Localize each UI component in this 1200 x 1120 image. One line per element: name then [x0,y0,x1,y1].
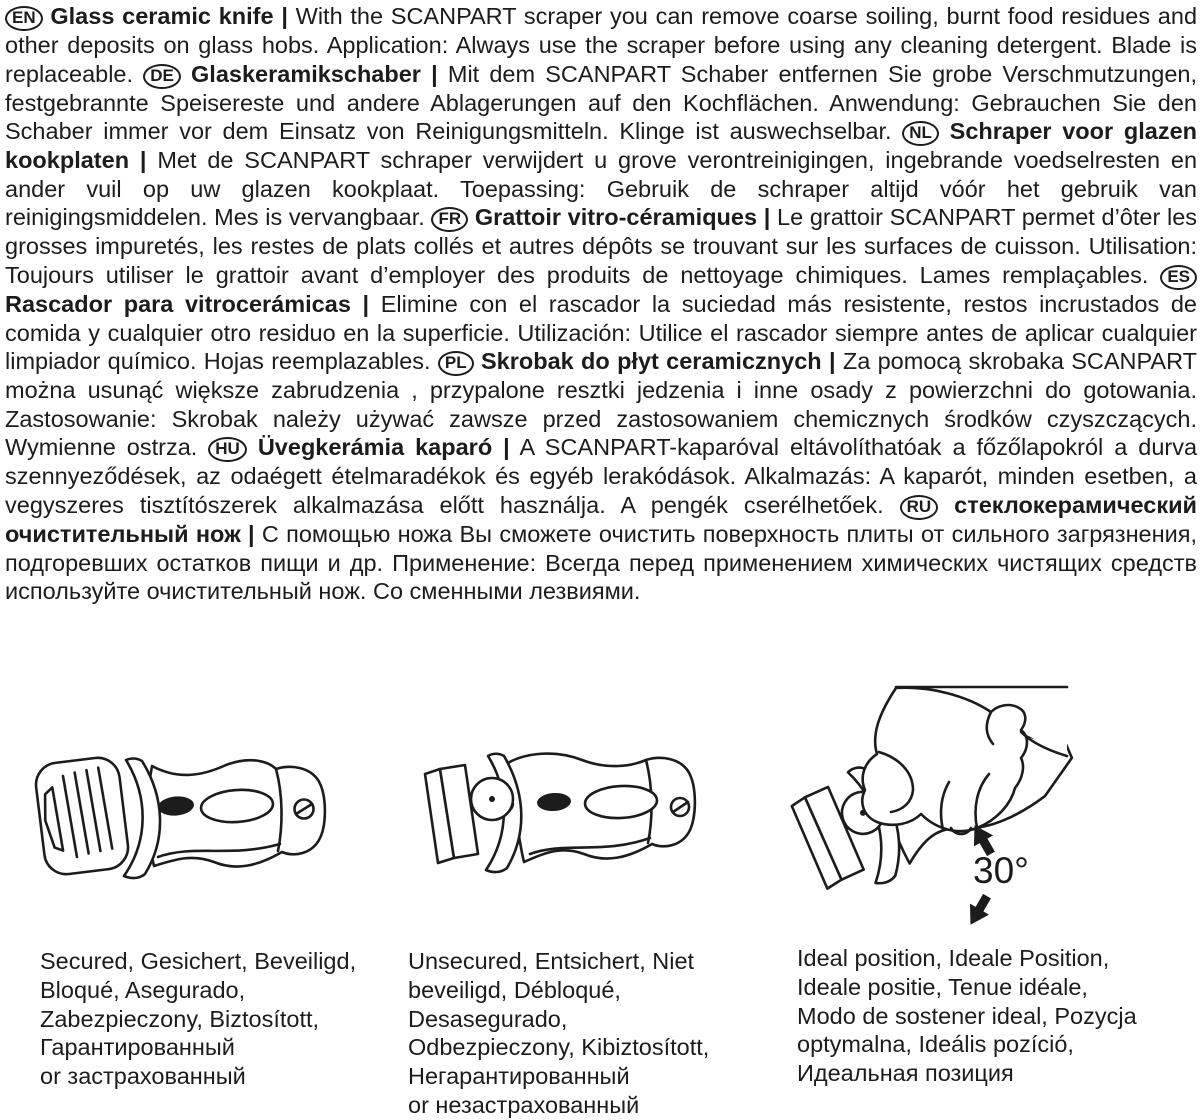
segment-body: Za pomocą skrobaka SCANPART można usunąć większe zabrudzenia , przypalone resztki jedzenia i inne osady z powierzchni do gotowania. Zastosowanie: Skrobak należy używać zawsze przed zastosowaniem chemicznych środków czyszczących. Wymienne ostrza. [5,348,1198,461]
caption-unsecured [408,947,768,1120]
angle-label: 30° [973,850,1029,891]
caption-secured [40,947,390,1091]
segment-body: With the SCANPART scraper you can remove coarse soiling, burnt food residues and other deposits on glass hobs. Application: Always use the scraper before using any cleaning detergent. Blade is replaceable. [5,3,1198,87]
knob-center-dot [489,796,495,802]
rotate-down-arrow-icon [961,891,997,931]
figure-scraper-secured [30,748,360,898]
lang-badge-de: DE [143,64,181,89]
caption-line: Unsecured, Entsichert, Niet [408,948,695,974]
segment-title: Glaskeramikschaber [191,60,421,87]
caption-line: Ideale positie, Tenue idéale, [797,973,1088,1000]
caption-line: Гарантированный [40,1034,235,1061]
segment-title: Skrobak do płyt ceramicznych [480,348,822,375]
title-divider: | [828,348,836,375]
caption-line: Desasegurado, [408,1005,568,1032]
segment-title: Grattoir vitro-céramiques [474,204,758,231]
scraper-unsecured-illustration [410,742,745,897]
caption-line: Ideal position, Ideale Position, [797,945,1110,971]
segment-body: Le grattoir SCANPART permet d’ôter les grosses impuretés, les restes de plats collés et autres dépôts se trouvant sur les surfaces de cuisson. Utilisation: Toujours utiliser le grattoir avant d’employer des produits de nettoyage chimiques. Lames remplaçables. [5,204,1198,288]
caption-ideal-position [797,944,1192,1088]
hand-outline [862,688,1027,831]
segment-title: Glass ceramic knife [50,3,274,29]
title-divider: | [503,434,510,461]
caption-line: Odbezpieczony, Kibiztosított, [408,1034,710,1061]
segment-title: Üvegkerámia kaparó [257,434,493,461]
title-divider: | [362,290,370,317]
lang-badge-en: EN [5,6,43,31]
figure-ideal-position [775,668,1200,930]
caption-line: Негарантированный [408,1063,630,1090]
title-divider: | [281,3,288,29]
caption-line: Идеальная позиция [797,1060,1014,1087]
title-divider: | [139,147,147,174]
segment-body: A SCANPART-kaparóval eltávolíthatóak a főzőlapokról a durva szennyeződések, az odaégett ételmaradékok és egyéb lerakódások. Alkalmazás: A kaparót, minden esetben, a vegyszeres tisztítószerek alkalmazása előtt használja. A pengék cserélhetőek. [5,434,1198,518]
lang-badge-hu: HU [208,437,247,462]
protective-cap [33,755,130,876]
lang-badge-ru: RU [900,495,939,520]
caption-line: or застрахованный [40,1063,246,1090]
segment-body: Met de SCANPART schraper verwijdert u grove verontreinigingen, ingebrande voedselresten en ander vuil op uw glazen kookplaat. Toepassing: Gebruik de schraper altijd vóór het gebruik van reinigingsmiddelen. Mes is vervangbaar. [5,147,1198,231]
segment-title: Schraper voor glazen kookplaten [5,118,1197,174]
scraper-secured-illustration [30,748,360,898]
segment-body: Elimine con el rascador la suciedad más resistente, restos incrustados de comida y cualquier otro residuo en la superficie. Utilización: Utilice el rascador siempre antes de aplicar cualquier limpiador químico. Hojas reemplazables. [5,290,1198,375]
lang-badge-es: ES [1160,265,1197,290]
multilingual-instructions [5,2,1197,606]
title-divider: | [248,520,255,547]
lang-badge-pl: PL [438,351,474,376]
caption-line: or незастрахованный [408,1091,640,1118]
segment-body: С помощью ножа Вы сможете очистить поверхность плиты от сильного загрязнения, подгоревших остатков пищи и др. Применение: Всегда перед применением химических чистящих средств используйте очистительный нож. Со сменными лезвиями. [5,520,1197,605]
segment-title: стеклокерамический очистительный нож [5,491,1198,547]
caption-line: Modo de sostener ideal, Pozycja [797,1002,1137,1029]
caption-line: Bloqué, Asegurado, [40,976,246,1003]
figure-scraper-unsecured [410,742,745,897]
caption-line: Zabezpieczony, Biztosított, [40,1005,320,1032]
lang-badge-nl: NL [902,121,939,146]
segment-body: Mit dem SCANPART Schaber entfernen Sie grobe Verschmutzungen, festgebrannte Speisereste und andere Ablagerungen auf den Kochflächen. Anwendung: Gebrauchen Sie den Schaber immer vor dem Einsatz von Reinigungsmitteln. Klinge ist auswechselbar. [5,60,1197,145]
caption-line: beveiligd, Débloqué, [408,976,621,1003]
title-divider: | [431,60,438,87]
caption-line: optymalna, Ideális pozíció, [797,1031,1074,1058]
segment-title: Rascador para vitrocerámicas [5,290,351,317]
title-divider: | [763,204,771,231]
caption-line: Secured, Gesichert, Beveiligd, [40,948,357,974]
lang-badge-fr: FR [431,207,468,232]
